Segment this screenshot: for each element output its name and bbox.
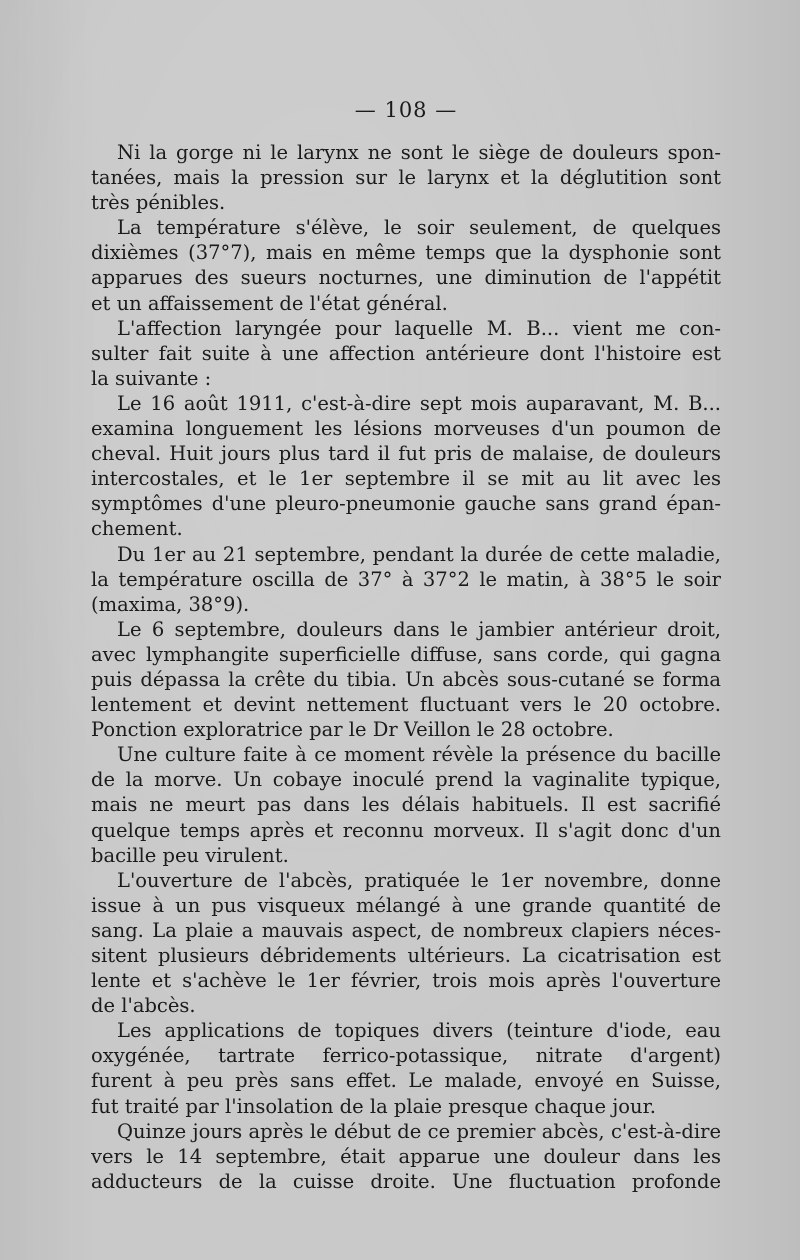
- text-line: mais ne meurt pas dans les délais habituels. Il est sacrifié: [91, 793, 721, 817]
- text-line: apparues des sueurs nocturnes, une diminution de l'appétit: [91, 266, 721, 290]
- text-line: La température s'élève, le soir seulement, de quelques: [117, 216, 721, 240]
- text-line: de l'abcès.: [91, 994, 196, 1018]
- text-line: lente et s'achève le 1er février, trois mois après l'ouverture: [91, 969, 721, 993]
- text-line: tanées, mais la pression sur le larynx et la déglutition sont: [91, 166, 721, 190]
- text-line: la température oscilla de 37° à 37°2 le matin, à 38°5 le soir: [91, 567, 721, 591]
- text-line: très pénibles.: [91, 191, 226, 215]
- body-text: [91, 140, 721, 1194]
- text-line: examina longuement les lésions morveuses d'un poumon de: [91, 417, 721, 441]
- text-line: quelque temps après et reconnu morveux. Il s'agit donc d'un: [91, 818, 721, 842]
- text-line: puis dépassa la crête du tibia. Un abcès sous-cutané se forma: [91, 667, 721, 691]
- text-line: Du 1er au 21 septembre, pendant la durée de cette maladie,: [117, 542, 721, 566]
- page-number: — 108 —: [354, 98, 458, 122]
- text-line: oxygénée, tartrate ferrico-potassique, nitrate d'argent): [91, 1044, 721, 1068]
- text-line: sulter fait suite à une affection antérieure dont l'histoire est: [91, 341, 721, 365]
- text-line: Le 16 août 1911, c'est-à-dire sept mois auparavant, M. B...: [117, 391, 721, 415]
- text-line: Une culture faite à ce moment révèle la présence du bacille: [117, 743, 721, 767]
- text-line: furent à peu près sans effet. Le malade, envoyé en Suisse,: [91, 1069, 721, 1093]
- text-line: bacille peu virulent.: [91, 843, 289, 867]
- text-line: Les applications de topiques divers (teinture d'iode, eau: [117, 1019, 721, 1043]
- text-line: L'affection laryngée pour laquelle M. B... vient me con-: [117, 316, 721, 340]
- text-line: fut traité par l'insolation de la plaie presque chaque jour.: [91, 1094, 656, 1118]
- text-line: avec lymphangite superficielle diffuse, sans corde, qui gagna: [91, 642, 721, 666]
- text-line: de la morve. Un cobaye inoculé prend la vaginalite typique,: [91, 768, 721, 792]
- text-line: la suivante :: [91, 366, 212, 390]
- text-line: dixièmes (37°7), mais en même temps que la dysphonie sont: [91, 241, 721, 265]
- text-line: (maxima, 38°9).: [91, 592, 250, 616]
- text-line: sang. La plaie a mauvais aspect, de nombreux clapiers néces-: [91, 918, 721, 942]
- text-line: sitent plusieurs débridements ultérieurs. La cicatrisation est: [91, 944, 721, 967]
- text-line: L'ouverture de l'abcès, pratiquée le 1er novembre, donne: [117, 868, 721, 892]
- text-line: Quinze jours après le début de ce premier abcès, c'est-à-dire: [117, 1119, 721, 1143]
- text-line: vers le 14 septembre, était apparue une douleur dans les: [91, 1144, 721, 1168]
- text-line: adducteurs de la cuisse droite. Une fluctuation profonde: [91, 1169, 721, 1193]
- text-line: et un affaissement de l'état général.: [91, 291, 448, 315]
- text-line: Ni la gorge ni le larynx ne sont le siège de douleurs spon-: [117, 141, 721, 164]
- text-line: cheval. Huit jours plus tard il fut pris de malaise, de douleurs: [91, 442, 721, 466]
- text-line: Ponction exploratrice par le Dr Veillon le 28 octobre.: [91, 718, 614, 742]
- text-line: intercostales, et le 1er septembre il se mit au lit avec les: [91, 467, 721, 491]
- text-line: Le 6 septembre, douleurs dans le jambier antérieur droit,: [117, 617, 721, 641]
- text-line: issue à un pus visqueux mélangé à une grande quantité de: [91, 893, 721, 917]
- text-line: lentement et devint nettement fluctuant vers le 20 octobre.: [91, 693, 721, 717]
- text-line: chement.: [91, 517, 183, 541]
- text-line: symptômes d'une pleuro-pneumonie gauche sans grand épan-: [91, 492, 721, 516]
